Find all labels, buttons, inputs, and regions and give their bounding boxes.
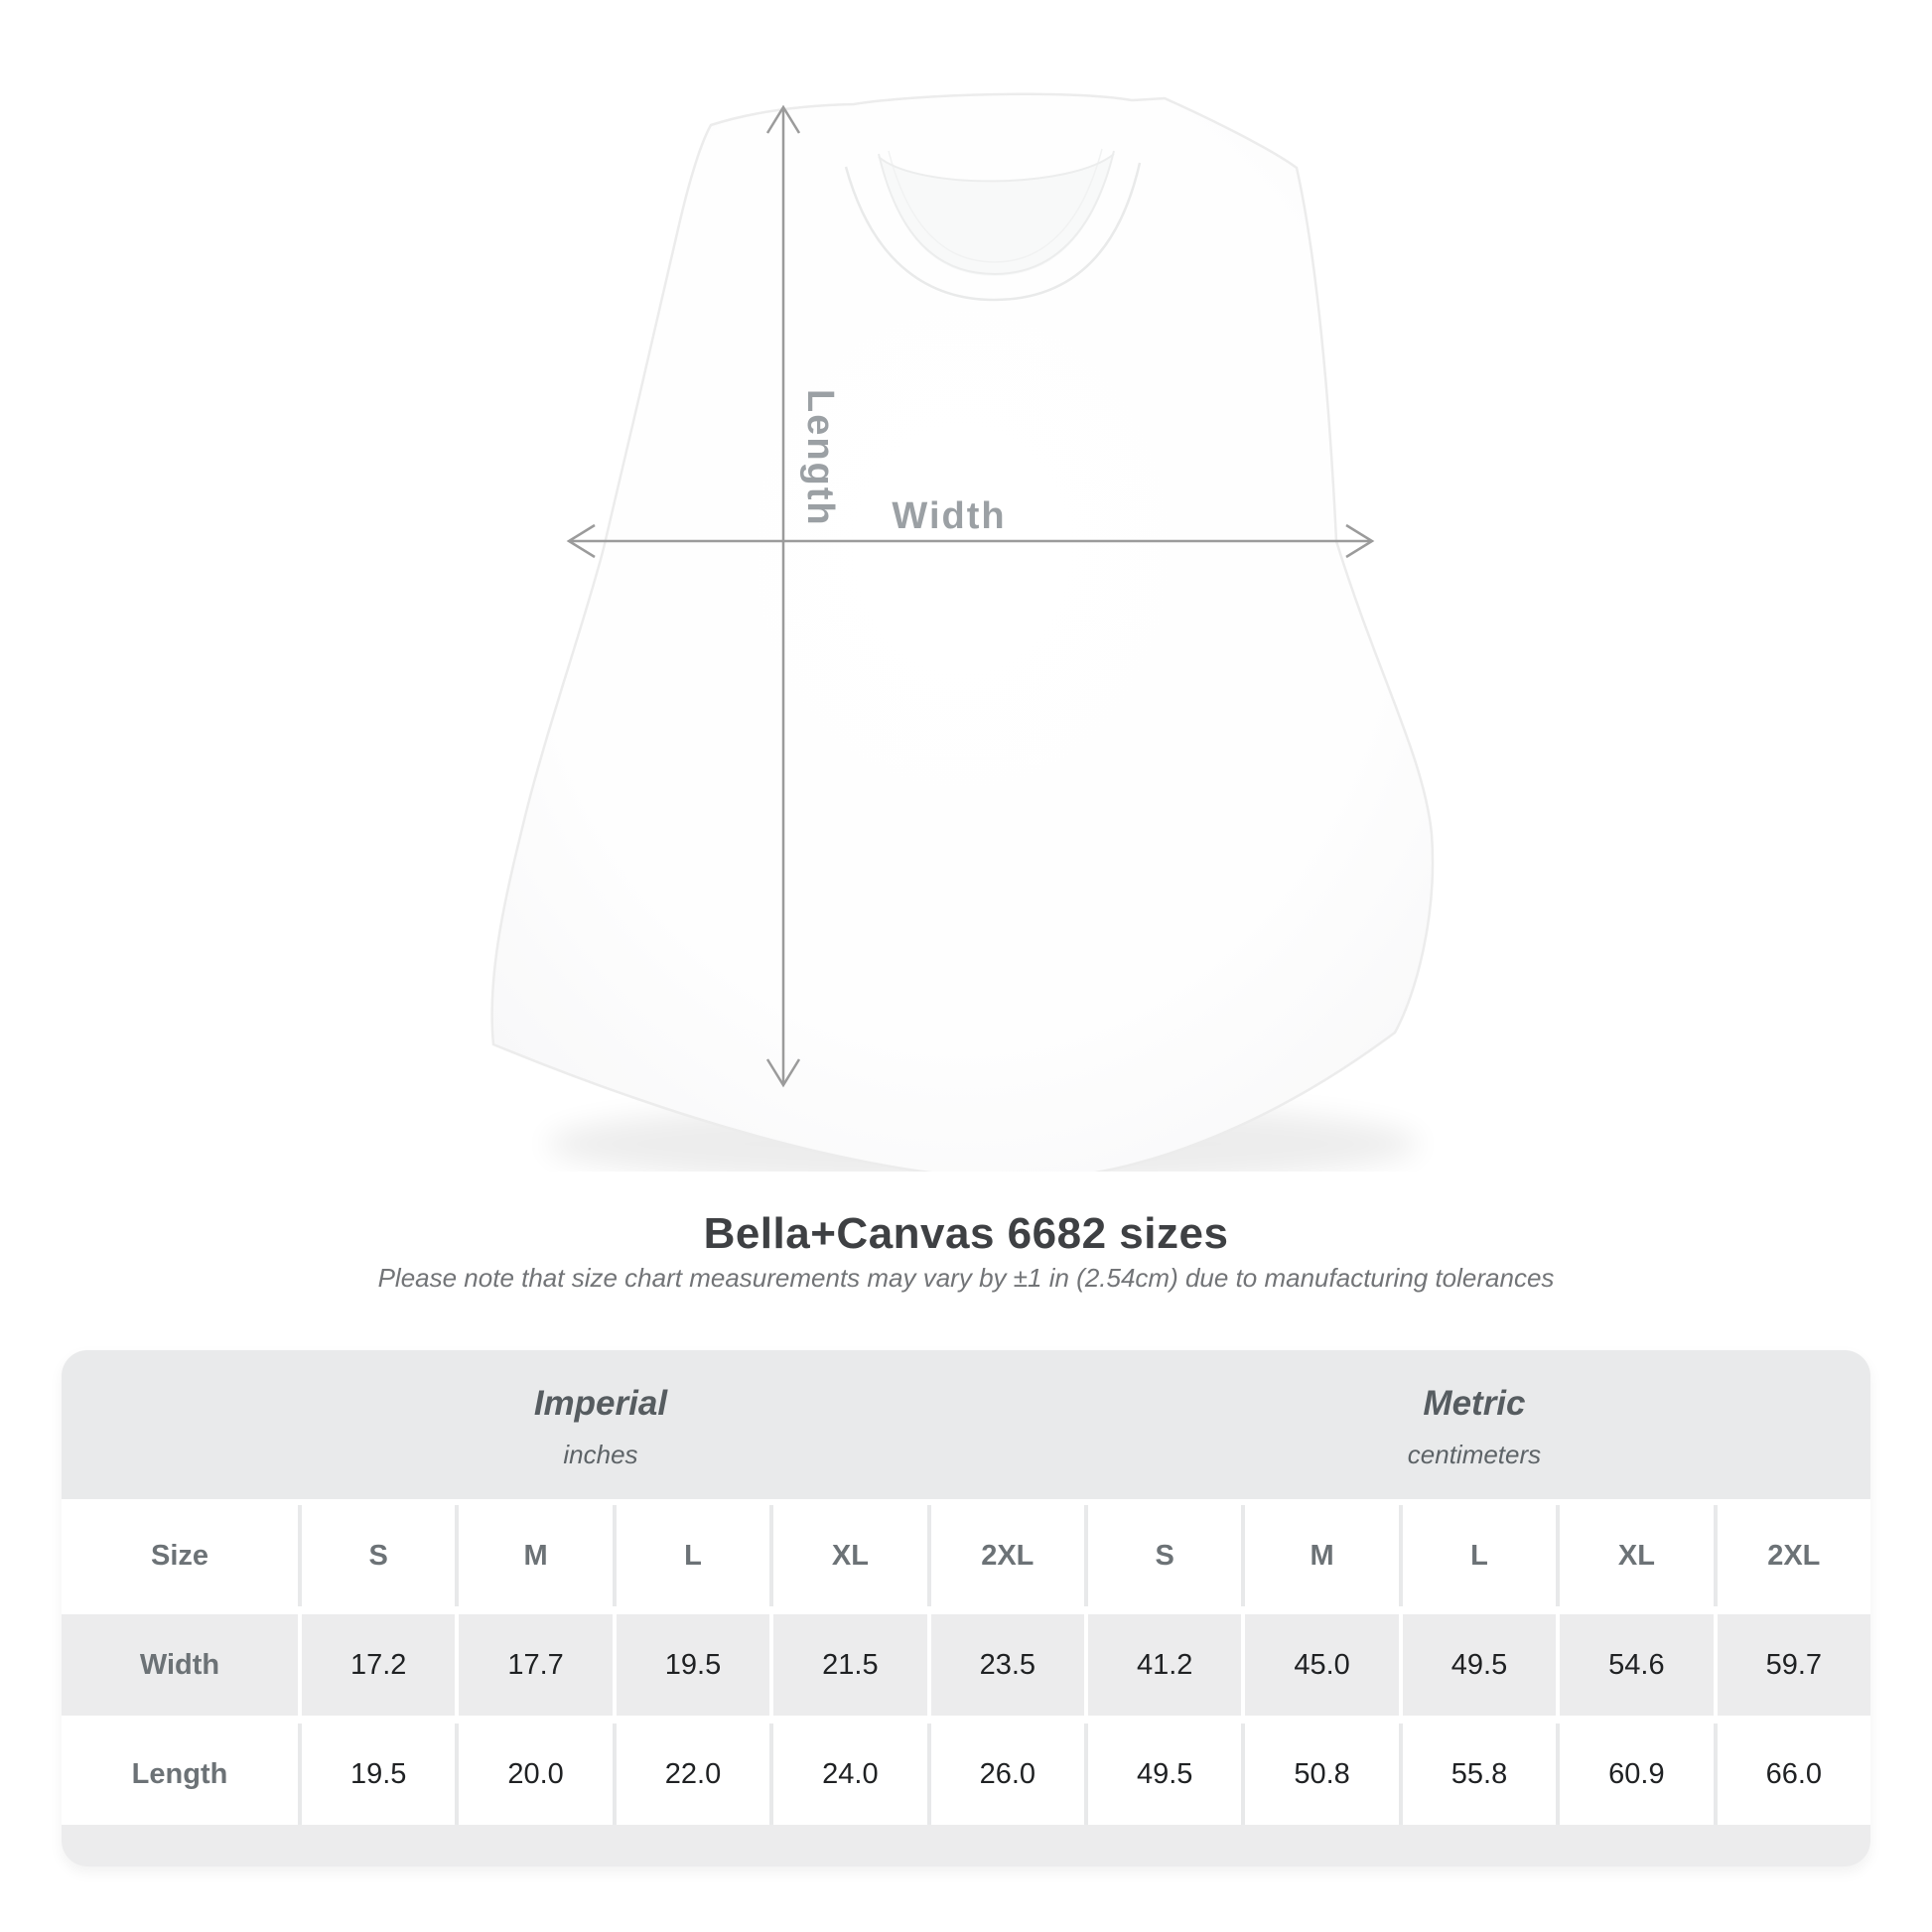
width-imperial-2xl: 23.5 [927,1614,1084,1716]
width-metric-m: 45.0 [1241,1614,1398,1716]
imperial-unit-group [534,1384,667,1470]
length-row [62,1724,1870,1825]
unit-header-band [62,1350,1870,1499]
width-metric-2xl: 59.7 [1714,1614,1870,1716]
width-imperial-l: 19.5 [613,1614,769,1716]
column-header-metric-2xl: 2XL [1714,1505,1870,1606]
length-imperial-2xl: 26.0 [927,1724,1084,1825]
length-imperial-s: 19.5 [298,1724,455,1825]
width-metric-l: 49.5 [1399,1614,1556,1716]
column-header-imperial-l: L [613,1505,769,1606]
length-metric-m: 50.8 [1241,1724,1398,1825]
width-imperial-m: 17.7 [455,1614,612,1716]
width-row-label: Width [62,1614,298,1716]
metric-unit-label: centimeters [1407,1440,1542,1469]
tank-top-diagram [377,40,1569,1172]
column-header-metric-s: S [1084,1505,1241,1606]
column-header-imperial-s: S [298,1505,455,1606]
length-metric-xl: 60.9 [1556,1724,1713,1825]
width-row [62,1614,1870,1716]
length-imperial-xl: 24.0 [769,1724,926,1825]
tolerance-note: Please note that size chart measurements may vary by ±1 in (2.54cm) due to manufacturing tolerances [377,1263,1555,1293]
length-metric-l: 55.8 [1399,1724,1556,1825]
imperial-unit-label: inches [563,1440,638,1469]
column-header-imperial-2xl: 2XL [927,1505,1084,1606]
column-header-imperial-m: M [455,1505,612,1606]
size-column-header: Size [62,1505,298,1606]
product-measurement-figure [377,40,1569,1172]
width-imperial-xl: 21.5 [769,1614,926,1716]
column-header-imperial-xl: XL [769,1505,926,1606]
width-metric-xl: 54.6 [1556,1614,1713,1716]
column-header-metric-l: L [1399,1505,1556,1606]
imperial-label: Imperial [533,1384,668,1423]
column-header-metric-xl: XL [1556,1505,1713,1606]
length-metric-2xl: 66.0 [1714,1724,1870,1825]
column-header-metric-m: M [1241,1505,1398,1606]
length-metric-s: 49.5 [1084,1724,1241,1825]
length-imperial-l: 22.0 [613,1724,769,1825]
length-imperial-m: 20.0 [455,1724,612,1825]
width-imperial-s: 17.2 [298,1614,455,1716]
size-header-row [62,1505,1870,1606]
width-label: Width [892,495,1007,537]
table-footer-band [62,1825,1870,1866]
metric-unit-group [1408,1384,1541,1470]
width-metric-s: 41.2 [1084,1614,1241,1716]
metric-label: Metric [1423,1384,1526,1423]
length-label: Length [799,389,841,527]
size-table [62,1350,1870,1866]
length-row-label: Length [62,1724,298,1825]
page-title: Bella+Canvas 6682 sizes [703,1209,1229,1258]
